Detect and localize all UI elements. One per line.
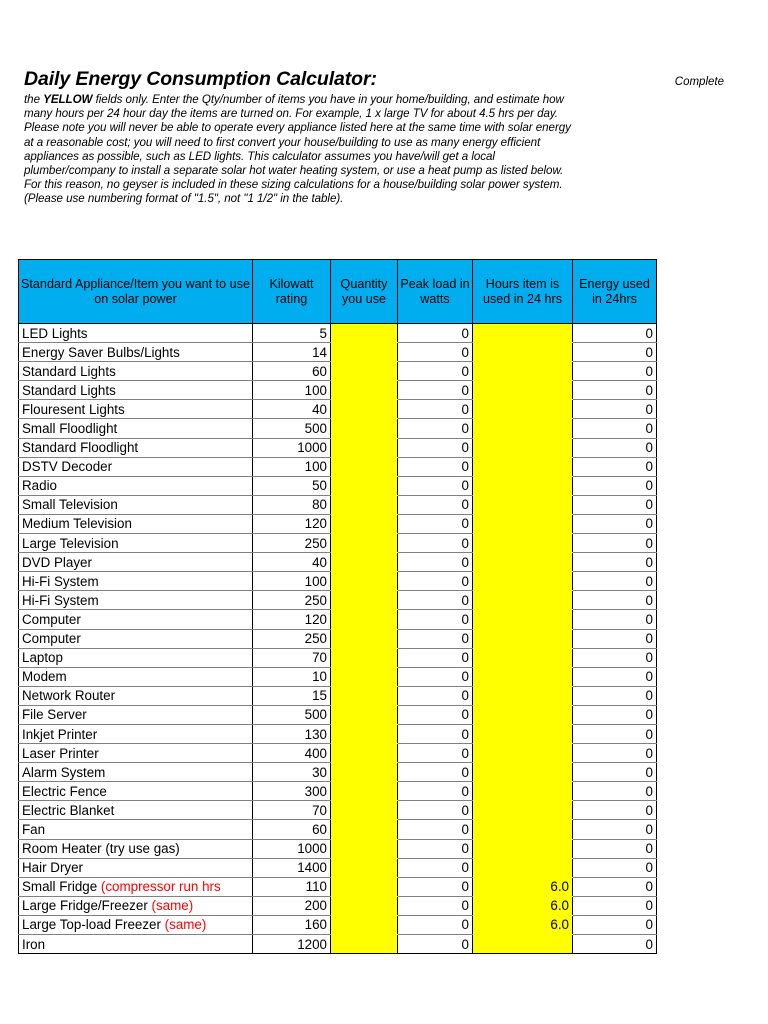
cell-appliance-name: Inkjet Printer xyxy=(19,724,253,743)
cell-peak-load: 0 xyxy=(398,610,473,629)
cell-hours-input[interactable] xyxy=(473,839,573,858)
table-row xyxy=(19,610,657,629)
table-row xyxy=(19,724,657,743)
cell-peak-load: 0 xyxy=(398,877,473,896)
column-header-quantity: Quantity you use xyxy=(331,260,398,324)
cell-energy-used: 0 xyxy=(573,782,657,801)
cell-energy-used: 0 xyxy=(573,686,657,705)
cell-kilowatt-rating: 110 xyxy=(253,877,331,896)
cell-energy-used: 0 xyxy=(573,744,657,763)
cell-peak-load: 0 xyxy=(398,686,473,705)
cell-appliance-name: LED Lights xyxy=(19,324,253,343)
cell-quantity-input[interactable] xyxy=(331,915,398,934)
cell-peak-load: 0 xyxy=(398,667,473,686)
cell-hours-input[interactable] xyxy=(473,782,573,801)
cell-energy-used: 0 xyxy=(573,438,657,457)
cell-kilowatt-rating: 1200 xyxy=(253,935,331,954)
cell-hours-input[interactable]: 6.0 xyxy=(473,877,573,896)
table-row xyxy=(19,915,657,934)
table-row xyxy=(19,648,657,667)
cell-appliance-name: Electric Blanket xyxy=(19,801,253,820)
cell-quantity-input[interactable] xyxy=(331,782,398,801)
cell-energy-used: 0 xyxy=(573,763,657,782)
table-row xyxy=(19,782,657,801)
table-row xyxy=(19,572,657,591)
cell-energy-used: 0 xyxy=(573,801,657,820)
cell-energy-used: 0 xyxy=(573,839,657,858)
cell-appliance-name: Hi-Fi System xyxy=(19,572,253,591)
cell-energy-used: 0 xyxy=(573,610,657,629)
cell-kilowatt-rating: 200 xyxy=(253,896,331,915)
cell-hours-input[interactable] xyxy=(473,514,573,533)
cell-kilowatt-rating: 30 xyxy=(253,763,331,782)
cell-quantity-input[interactable] xyxy=(331,534,398,553)
cell-peak-load: 0 xyxy=(398,362,473,381)
cell-hours-input[interactable] xyxy=(473,591,573,610)
cell-quantity-input[interactable] xyxy=(331,610,398,629)
cell-peak-load: 0 xyxy=(398,438,473,457)
cell-appliance-name: Standard Lights xyxy=(19,362,253,381)
cell-energy-used: 0 xyxy=(573,705,657,724)
cell-quantity-input[interactable] xyxy=(331,858,398,877)
cell-quantity-input[interactable] xyxy=(331,935,398,954)
column-header-energy: Energy used in 24hrs xyxy=(573,260,657,324)
cell-energy-used: 0 xyxy=(573,896,657,915)
cell-hours-input[interactable] xyxy=(473,495,573,514)
cell-peak-load: 0 xyxy=(398,400,473,419)
document-intro xyxy=(24,68,746,207)
column-header-appliance: Standard Appliance/Item you want to use on solar power xyxy=(19,260,253,324)
cell-appliance-name: Computer xyxy=(19,610,253,629)
cell-quantity-input[interactable] xyxy=(331,553,398,572)
intro-line: Please note you will never be able to operate every appliance listed here at the same time with solar energy xyxy=(24,121,571,135)
cell-appliance-name: Standard Floodlight xyxy=(19,438,253,457)
cell-quantity-input[interactable] xyxy=(331,343,398,362)
cell-peak-load: 0 xyxy=(398,763,473,782)
cell-hours-input[interactable] xyxy=(473,534,573,553)
cell-peak-load: 0 xyxy=(398,476,473,495)
cell-quantity-input[interactable] xyxy=(331,591,398,610)
cell-appliance-name: Standard Lights xyxy=(19,381,253,400)
cell-energy-used: 0 xyxy=(573,935,657,954)
cell-appliance-name: Hair Dryer xyxy=(19,858,253,877)
cell-hours-input[interactable] xyxy=(473,629,573,648)
cell-hours-input[interactable] xyxy=(473,744,573,763)
table-row xyxy=(19,935,657,954)
cell-kilowatt-rating: 1000 xyxy=(253,839,331,858)
intro-line: the YELLOW fields only. Enter the Qty/number of items you have in your home/building, and estimate how xyxy=(24,93,564,106)
cell-kilowatt-rating: 40 xyxy=(253,400,331,419)
cell-energy-used: 0 xyxy=(573,648,657,667)
cell-peak-load: 0 xyxy=(398,820,473,839)
cell-energy-used: 0 xyxy=(573,877,657,896)
cell-energy-used: 0 xyxy=(573,362,657,381)
table-row xyxy=(19,686,657,705)
cell-kilowatt-rating: 130 xyxy=(253,724,331,743)
cell-hours-input[interactable] xyxy=(473,667,573,686)
intro-line: appliances as possible, such as LED lights. This calculator assumes you have/will get a local xyxy=(24,149,495,163)
cell-peak-load: 0 xyxy=(398,514,473,533)
table-row xyxy=(19,457,657,476)
cell-appliance-name: Small Floodlight xyxy=(19,419,253,438)
cell-appliance-name: Computer xyxy=(19,629,253,648)
cell-peak-load: 0 xyxy=(398,858,473,877)
cell-quantity-input[interactable] xyxy=(331,572,398,591)
cell-quantity-input[interactable] xyxy=(331,514,398,533)
table-row xyxy=(19,896,657,915)
cell-kilowatt-rating: 120 xyxy=(253,514,331,533)
intro-line: (Please use numbering format of "1.5", not "1 1/2" in the table). xyxy=(24,192,344,206)
cell-quantity-input[interactable] xyxy=(331,877,398,896)
table-row xyxy=(19,553,657,572)
cell-energy-used: 0 xyxy=(573,514,657,533)
cell-appliance-name: Large Fridge/Freezer (same) xyxy=(19,896,253,915)
cell-appliance-name: Hi-Fi System xyxy=(19,591,253,610)
cell-quantity-input[interactable] xyxy=(331,419,398,438)
cell-hours-input[interactable] xyxy=(473,438,573,457)
cell-appliance-name: DVD Player xyxy=(19,553,253,572)
cell-hours-input[interactable] xyxy=(473,724,573,743)
cell-kilowatt-rating: 100 xyxy=(253,572,331,591)
cell-kilowatt-rating: 100 xyxy=(253,457,331,476)
cell-kilowatt-rating: 120 xyxy=(253,610,331,629)
cell-quantity-input[interactable] xyxy=(331,705,398,724)
intro-line: at a reasonable cost; you will need to first convert your house/building to use as many energy efficient xyxy=(24,135,541,149)
cell-peak-load: 0 xyxy=(398,591,473,610)
cell-peak-load: 0 xyxy=(398,495,473,514)
cell-quantity-input[interactable] xyxy=(331,381,398,400)
cell-energy-used: 0 xyxy=(573,915,657,934)
cell-appliance-name: Network Router xyxy=(19,686,253,705)
cell-hours-input[interactable] xyxy=(473,343,573,362)
cell-peak-load: 0 xyxy=(398,896,473,915)
cell-peak-load: 0 xyxy=(398,705,473,724)
cell-peak-load: 0 xyxy=(398,534,473,553)
cell-appliance-name: Large Top-load Freezer (same) xyxy=(19,915,253,934)
cell-hours-input[interactable] xyxy=(473,400,573,419)
cell-peak-load: 0 xyxy=(398,419,473,438)
cell-hours-input[interactable] xyxy=(473,553,573,572)
cell-appliance-name: Energy Saver Bulbs/Lights xyxy=(19,343,253,362)
cell-appliance-name: Large Television xyxy=(19,534,253,553)
cell-kilowatt-rating: 40 xyxy=(253,553,331,572)
cell-peak-load: 0 xyxy=(398,744,473,763)
title-row xyxy=(24,68,746,92)
cell-kilowatt-rating: 15 xyxy=(253,686,331,705)
cell-hours-input[interactable] xyxy=(473,686,573,705)
cell-peak-load: 0 xyxy=(398,724,473,743)
cell-quantity-input[interactable] xyxy=(331,457,398,476)
cell-quantity-input[interactable] xyxy=(331,801,398,820)
cell-hours-input[interactable] xyxy=(473,476,573,495)
cell-hours-input[interactable] xyxy=(473,610,573,629)
cell-kilowatt-rating: 250 xyxy=(253,591,331,610)
column-header-peak-load: Peak load in watts xyxy=(398,260,473,324)
cell-kilowatt-rating: 5 xyxy=(253,324,331,343)
cell-appliance-name: Flouresent Lights xyxy=(19,400,253,419)
column-header-kilowatt: Kilowatt rating xyxy=(253,260,331,324)
cell-appliance-name: Small Fridge (compressor run hrs xyxy=(19,877,253,896)
intro-line: many hours per 24 hour day the items are turned on. For example, 1 x large TV for about 4.5 hrs per day. xyxy=(24,107,558,121)
cell-peak-load: 0 xyxy=(398,343,473,362)
cell-hours-input[interactable] xyxy=(473,381,573,400)
cell-peak-load: 0 xyxy=(398,801,473,820)
cell-quantity-input[interactable] xyxy=(331,629,398,648)
cell-quantity-input[interactable] xyxy=(331,400,398,419)
cell-hours-input[interactable]: 6.0 xyxy=(473,915,573,934)
table-row xyxy=(19,514,657,533)
cell-peak-load: 0 xyxy=(398,648,473,667)
status-badge: Complete xyxy=(674,76,724,88)
cell-energy-used: 0 xyxy=(573,820,657,839)
cell-kilowatt-rating: 100 xyxy=(253,381,331,400)
cell-quantity-input[interactable] xyxy=(331,667,398,686)
cell-energy-used: 0 xyxy=(573,591,657,610)
cell-hours-input[interactable] xyxy=(473,648,573,667)
appliance-note: (same) xyxy=(164,917,207,933)
cell-energy-used: 0 xyxy=(573,381,657,400)
cell-quantity-input[interactable] xyxy=(331,896,398,915)
cell-hours-input[interactable] xyxy=(473,935,573,954)
cell-energy-used: 0 xyxy=(573,534,657,553)
table-row xyxy=(19,801,657,820)
cell-appliance-name: Modem xyxy=(19,667,253,686)
cell-kilowatt-rating: 50 xyxy=(253,476,331,495)
cell-appliance-name: Small Television xyxy=(19,495,253,514)
table-row xyxy=(19,858,657,877)
table-row xyxy=(19,381,657,400)
cell-kilowatt-rating: 500 xyxy=(253,419,331,438)
table-header-row xyxy=(19,260,657,324)
cell-peak-load: 0 xyxy=(398,457,473,476)
cell-appliance-name: Medium Television xyxy=(19,514,253,533)
cell-peak-load: 0 xyxy=(398,915,473,934)
cell-kilowatt-rating: 60 xyxy=(253,820,331,839)
cell-energy-used: 0 xyxy=(573,724,657,743)
cell-peak-load: 0 xyxy=(398,324,473,343)
table-row xyxy=(19,629,657,648)
cell-kilowatt-rating: 250 xyxy=(253,629,331,648)
cell-appliance-name: Iron xyxy=(19,935,253,954)
cell-energy-used: 0 xyxy=(573,476,657,495)
intro-line: For this reason, no geyser is included in these sizing calculations for a house/building solar power system. xyxy=(24,178,563,192)
cell-energy-used: 0 xyxy=(573,629,657,648)
table-row xyxy=(19,324,657,343)
cell-kilowatt-rating: 70 xyxy=(253,801,331,820)
page-title: Daily Energy Consumption Calculator: xyxy=(24,68,377,90)
table-body xyxy=(19,324,657,954)
cell-kilowatt-rating: 250 xyxy=(253,534,331,553)
cell-peak-load: 0 xyxy=(398,553,473,572)
cell-hours-input[interactable] xyxy=(473,705,573,724)
cell-kilowatt-rating: 1000 xyxy=(253,438,331,457)
cell-kilowatt-rating: 300 xyxy=(253,782,331,801)
table-row xyxy=(19,877,657,896)
cell-energy-used: 0 xyxy=(573,400,657,419)
cell-quantity-input[interactable] xyxy=(331,438,398,457)
cell-peak-load: 0 xyxy=(398,839,473,858)
cell-appliance-name: Radio xyxy=(19,476,253,495)
cell-quantity-input[interactable] xyxy=(331,820,398,839)
cell-quantity-input[interactable] xyxy=(331,839,398,858)
cell-kilowatt-rating: 400 xyxy=(253,744,331,763)
table-row xyxy=(19,820,657,839)
cell-appliance-name: Alarm System xyxy=(19,763,253,782)
column-header-hours-used: Hours item is used in 24 hrs xyxy=(473,260,573,324)
cell-quantity-input[interactable] xyxy=(331,362,398,381)
table-row xyxy=(19,763,657,782)
cell-hours-input[interactable] xyxy=(473,457,573,476)
intro-paragraph xyxy=(24,93,746,207)
cell-hours-input[interactable]: 6.0 xyxy=(473,896,573,915)
cell-energy-used: 0 xyxy=(573,419,657,438)
cell-quantity-input[interactable] xyxy=(331,744,398,763)
cell-quantity-input[interactable] xyxy=(331,324,398,343)
cell-quantity-input[interactable] xyxy=(331,724,398,743)
cell-appliance-name: Room Heater (try use gas) xyxy=(19,839,253,858)
cell-peak-load: 0 xyxy=(398,935,473,954)
cell-energy-used: 0 xyxy=(573,495,657,514)
table-header xyxy=(19,260,657,324)
intro-line: plumber/company to install a separate solar hot water heating system, or use a heat pump as listed below. xyxy=(24,164,564,178)
table-row xyxy=(19,362,657,381)
energy-consumption-table xyxy=(18,259,657,954)
table-row xyxy=(19,476,657,495)
cell-hours-input[interactable] xyxy=(473,858,573,877)
cell-kilowatt-rating: 70 xyxy=(253,648,331,667)
table-row xyxy=(19,744,657,763)
cell-quantity-input[interactable] xyxy=(331,648,398,667)
calculator-table-wrapper xyxy=(18,259,656,954)
cell-energy-used: 0 xyxy=(573,457,657,476)
cell-energy-used: 0 xyxy=(573,343,657,362)
cell-appliance-name: Laser Printer xyxy=(19,744,253,763)
cell-quantity-input[interactable] xyxy=(331,763,398,782)
cell-peak-load: 0 xyxy=(398,629,473,648)
cell-appliance-name: DSTV Decoder xyxy=(19,457,253,476)
table-row xyxy=(19,343,657,362)
cell-appliance-name: File Server xyxy=(19,705,253,724)
cell-hours-input[interactable] xyxy=(473,419,573,438)
table-row xyxy=(19,400,657,419)
cell-peak-load: 0 xyxy=(398,381,473,400)
cell-appliance-name: Electric Fence xyxy=(19,782,253,801)
appliance-note: (same) xyxy=(151,898,194,914)
cell-kilowatt-rating: 160 xyxy=(253,915,331,934)
cell-energy-used: 0 xyxy=(573,858,657,877)
cell-kilowatt-rating: 1400 xyxy=(253,858,331,877)
appliance-note: (compressor run hrs xyxy=(100,879,221,895)
cell-quantity-input[interactable] xyxy=(331,476,398,495)
cell-kilowatt-rating: 10 xyxy=(253,667,331,686)
cell-appliance-name: Fan xyxy=(19,820,253,839)
cell-hours-input[interactable] xyxy=(473,362,573,381)
cell-kilowatt-rating: 500 xyxy=(253,705,331,724)
cell-appliance-name: Laptop xyxy=(19,648,253,667)
table-row xyxy=(19,839,657,858)
cell-hours-input[interactable] xyxy=(473,763,573,782)
table-row xyxy=(19,495,657,514)
table-row xyxy=(19,705,657,724)
table-row xyxy=(19,534,657,553)
cell-quantity-input[interactable] xyxy=(331,495,398,514)
cell-energy-used: 0 xyxy=(573,553,657,572)
cell-peak-load: 0 xyxy=(398,572,473,591)
table-row xyxy=(19,419,657,438)
cell-kilowatt-rating: 60 xyxy=(253,362,331,381)
cell-energy-used: 0 xyxy=(573,324,657,343)
cell-kilowatt-rating: 80 xyxy=(253,495,331,514)
table-row xyxy=(19,667,657,686)
cell-kilowatt-rating: 14 xyxy=(253,343,331,362)
table-row xyxy=(19,591,657,610)
cell-hours-input[interactable] xyxy=(473,572,573,591)
table-row xyxy=(19,438,657,457)
cell-hours-input[interactable] xyxy=(473,324,573,343)
cell-energy-used: 0 xyxy=(573,667,657,686)
cell-hours-input[interactable] xyxy=(473,801,573,820)
cell-peak-load: 0 xyxy=(398,782,473,801)
cell-hours-input[interactable] xyxy=(473,820,573,839)
cell-energy-used: 0 xyxy=(573,572,657,591)
cell-quantity-input[interactable] xyxy=(331,686,398,705)
